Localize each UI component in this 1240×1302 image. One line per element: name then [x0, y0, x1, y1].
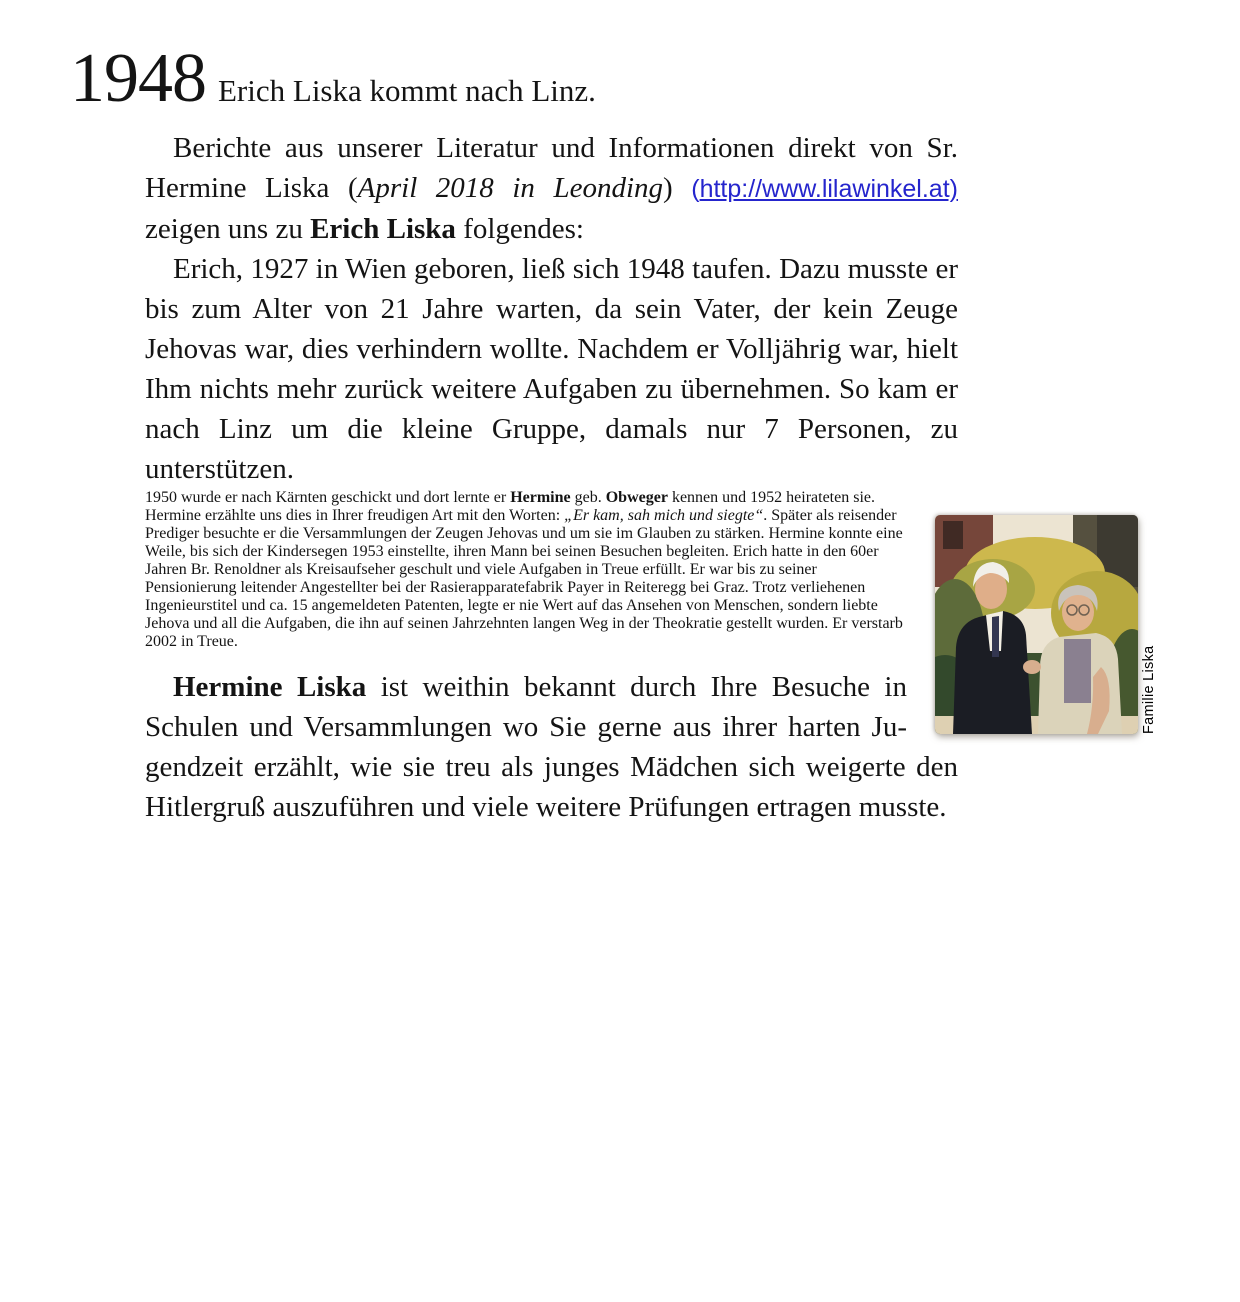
paragraph-erich-baptism	[145, 249, 958, 489]
text-segment: kennen und 1952 heirateten sie. Hermine erzählte uns dies in Ihrer freudigen Art mit den Worten:	[145, 489, 875, 524]
text-segment: zeigen uns zu	[145, 213, 311, 245]
page-title: Erich Liska kommt nach Linz.	[218, 73, 596, 108]
text-segment: Erich Liska	[310, 213, 456, 245]
text-segment: Hermine	[510, 489, 571, 506]
photo-caption: Familie Liska	[1141, 645, 1157, 734]
text-segment: Obweger	[605, 489, 668, 506]
paragraph-intro	[145, 128, 958, 249]
text-segment: 1950 wurde er nach Kärnten geschickt und dort lernte er	[145, 489, 511, 506]
text-segment: April 2018 in Leonding	[357, 172, 664, 204]
photo-figure	[935, 515, 1163, 734]
website-link[interactable]: http://www.lilawinkel.at)	[699, 175, 958, 203]
text-segment: )	[663, 172, 692, 204]
family-photo	[935, 515, 1138, 734]
text-segment: „Er kam, sah mich und siegte“	[564, 507, 764, 524]
text-segment: Hermine Liska	[173, 671, 367, 703]
text-segment: (	[691, 175, 700, 203]
section-header	[70, 40, 958, 117]
text-segment: . Später als reisender Prediger besuchte er die Versammlungen der Zeugen Jehovas und um sie im Glauben zu stärken. Hermine konnte eine Weile, bis sich der Kindersegen 1953 einstellte, ihren Mann bei seinen Besuchen begleiten. Erich hatte in den 60er Jahren Br. Renoldner als Kreisaufseher geschult und viele Aufgaben in Treue erfüllt. Er war bis zu seiner Pensionierung leitender Angestellter bei der Rasierapparatefabrik Payer in Reiteregg bei Graz. Trotz verliehenen Ingenieurstitel und ca. 15 angemeldeten Patenten, legte er nie Wert auf das Ansehen von Menschen, sondern liebte Jehova und all die Aufgaben, die ihn auf seinen Jahrzehnten langen Weg in der Theokratie gestellt wurden. Er verstarb 2002 in Treue.	[145, 507, 903, 650]
paragraph-hermine	[145, 667, 958, 827]
text-segment: geb.	[570, 489, 606, 506]
text-segment: Berichte aus unserer Literatur und Informationen direkt von Sr. Hermine Liska (	[145, 132, 958, 204]
year-heading: 1948	[70, 40, 206, 117]
text-segment: ist weithin bekannt durch Ihre Besuche in Schulen und Versammlungen wo Sie gerne aus ihrer harten Jugendzeit erzählt, wie sie treu als junges Mädchen sich weigerte den Hitlergruß auszuführen und viele weitere Prüfungen ertragen musste.	[145, 671, 958, 823]
text-segment: folgendes:	[455, 213, 584, 245]
family-photo-graphic	[935, 515, 1138, 734]
text-segment: Erich, 1927 in Wien geboren, ließ sich 1948 taufen. Dazu musste er bis zum Alter von 21 Jahre warten, da sein Vater, der kein Zeuge Jehovas war, dies verhindern wollte. Nachdem er Volljährig war, hielt Ihm nichts mehr zurück weitere Aufgaben zu übernehmen. So kam er nach Linz um die kleine Gruppe, damals nur 7 Personen, zu unterstützen.	[145, 253, 958, 485]
paragraph-erich-life-text	[145, 489, 903, 650]
